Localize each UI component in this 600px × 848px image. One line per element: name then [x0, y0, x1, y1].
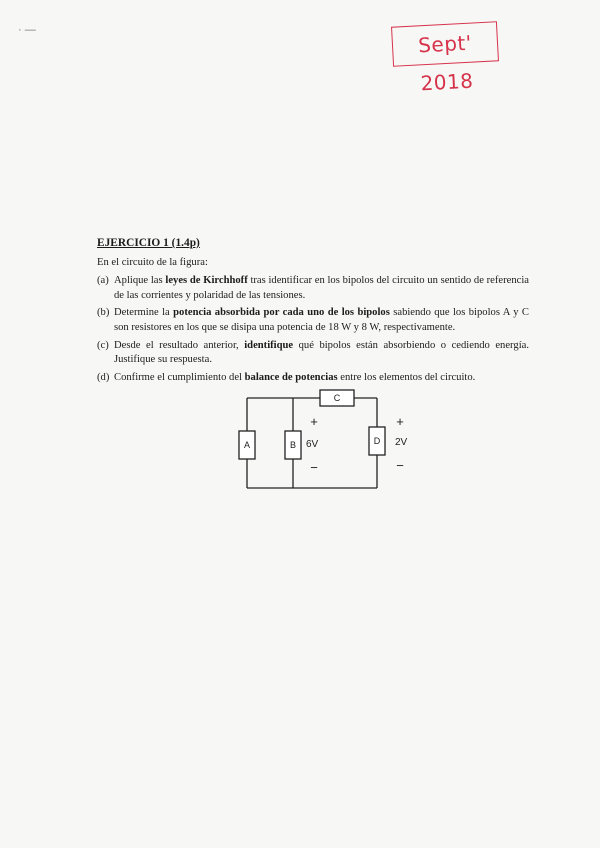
label-a: A — [243, 440, 251, 450]
corner-mark: · — — [18, 24, 36, 36]
item-text: Aplique las leyes de Kirchhoff tras identificar en los bipolos del circuito un sentido de referencia de las corrientes y polaridad de las tensiones. — [114, 275, 529, 301]
item-text: Confirme el cumplimiento del balance de potencias entre los elementos del circuito. — [114, 371, 476, 383]
item-c — [97, 339, 529, 368]
item-label: (c) — [97, 339, 109, 351]
plus-d: + — [396, 414, 404, 429]
plus-b: + — [310, 414, 318, 429]
minus-b: − — [310, 460, 318, 475]
exercise-block — [97, 236, 529, 388]
item-a — [97, 274, 529, 303]
item-label: (b) — [97, 307, 110, 319]
item-b — [97, 306, 529, 335]
item-text: Desde el resultado anterior, identifique qué bipolos están absorbiendo o cediendo energía. Justifique su respuesta. — [114, 339, 529, 366]
label-b: B — [289, 440, 297, 450]
item-text: Determine la potencia absorbida por cada uno de los bipolos sabiendo que los bipolos A y C son resistores en los que se disipa una potencia de 18 W y 8 W, respectivamente. — [114, 307, 529, 333]
exercise-title: EJERCICIO 1 (1.4p) — [97, 237, 200, 249]
circuit-diagram — [230, 384, 420, 498]
exercise-intro: En el circuito de la figura: — [97, 256, 208, 268]
date-stamp: Sept' 2018 — [391, 21, 499, 66]
minus-d: − — [396, 458, 404, 473]
item-label: (d) — [97, 371, 110, 383]
item-label: (a) — [97, 275, 109, 287]
source-b-value: 6V — [306, 439, 319, 450]
label-d: D — [373, 436, 381, 446]
label-c: C — [333, 393, 341, 403]
source-d-value: 2V — [395, 437, 408, 448]
